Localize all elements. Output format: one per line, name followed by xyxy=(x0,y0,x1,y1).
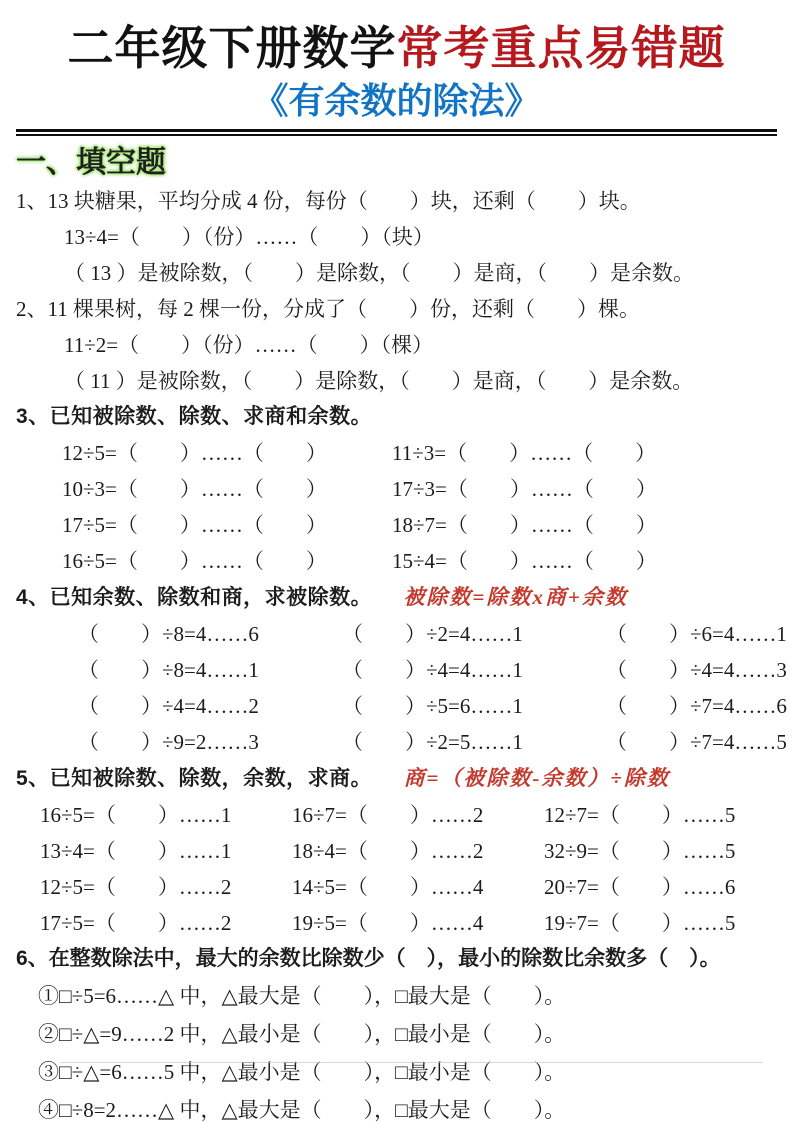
q4-row xyxy=(78,724,793,760)
q3-row xyxy=(62,435,793,471)
equation: 32÷9=（ ）……5 xyxy=(544,839,736,863)
equation: （ ）÷4=4……3 xyxy=(606,658,787,682)
q2-line2: 11÷2=（ ）（份）……（ ）（棵） xyxy=(64,333,434,357)
equation: 16÷7=（ ）……2 xyxy=(292,803,484,827)
equation: （ ）÷2=5……1 xyxy=(342,730,523,754)
question-5 xyxy=(0,760,793,941)
header-divider xyxy=(16,129,777,136)
q5-row xyxy=(40,797,793,833)
equation: 17÷3=（ ）……（ ） xyxy=(392,477,657,501)
equation: 17÷5=（ ）……（ ） xyxy=(62,513,327,537)
q4-header: 4、已知余数、除数和商，求被除数。 xyxy=(16,586,373,609)
q4-header-line xyxy=(16,579,793,616)
q5-row xyxy=(40,833,793,869)
equation: 15÷4=（ ）……（ ） xyxy=(392,549,657,573)
q5-row xyxy=(40,869,793,905)
q4-formula-note: 被除数=除数x商+余数 xyxy=(403,585,628,609)
equation: （ ）÷2=4……1 xyxy=(342,622,523,646)
q6-item-1: ①□÷5=6……△ 中，△最大是（ ），□最大是（ ）。 xyxy=(38,984,566,1008)
question-1 xyxy=(0,183,793,291)
page-title-black: 二年级下册数学 xyxy=(67,23,397,74)
q3-row xyxy=(62,471,793,507)
equation: 18÷7=（ ）……（ ） xyxy=(392,513,657,537)
equation: （ ）÷8=4……1 xyxy=(78,658,259,682)
q3-row xyxy=(62,507,793,543)
equation: 18÷4=（ ）……2 xyxy=(292,839,484,863)
equation: 12÷5=（ ）……（ ） xyxy=(62,441,327,465)
question-6 xyxy=(0,941,793,1122)
q4-row xyxy=(78,652,793,688)
q6-header: 6、在整数除法中，最大的余数比除数少（ ），最小的除数比余数多（ ）。 xyxy=(16,947,721,970)
section-heading: 一、填空题 xyxy=(16,146,166,179)
q5-header-line xyxy=(16,760,793,797)
equation: （ ）÷7=4……5 xyxy=(606,730,787,754)
equation: （ ）÷4=4……2 xyxy=(78,694,259,718)
equation: 16÷5=（ ）……1 xyxy=(40,803,232,827)
equation: （ ）÷7=4……6 xyxy=(606,694,787,718)
equation: 20÷7=（ ）……6 xyxy=(544,875,736,899)
equation: 12÷5=（ ）……2 xyxy=(40,875,232,899)
equation: 12÷7=（ ）……5 xyxy=(544,803,736,827)
equation: 16÷5=（ ）……（ ） xyxy=(62,549,327,573)
q1-line3: （ 13 ）是被除数，（ ）是除数，（ ）是商，（ ）是余数。 xyxy=(64,261,694,285)
equation: 13÷4=（ ）……1 xyxy=(40,839,232,863)
page-title-red: 常考重点易错题 xyxy=(396,23,726,74)
q4-row xyxy=(78,688,793,724)
equation: 17÷5=（ ）……2 xyxy=(40,911,232,935)
q6-item-2: ②□÷△=9……2 中，△最小是（ ），□最小是（ ）。 xyxy=(38,1022,566,1046)
q5-header: 5、已知被除数、除数，余数，求商。 xyxy=(16,767,373,790)
equation: 11÷3=（ ）……（ ） xyxy=(392,441,657,465)
equation: （ ）÷5=6……1 xyxy=(342,694,523,718)
q3-header: 3、已知被除数、除数、求商和余数。 xyxy=(16,405,373,428)
q6-item-3: ③□÷△=6……5 中，△最小是（ ），□最小是（ ）。 xyxy=(38,1060,566,1084)
page-subtitle: 《有余数的除法》 xyxy=(252,81,541,121)
question-4 xyxy=(0,579,793,760)
q5-formula-note: 商=（被除数-余数）÷除数 xyxy=(403,766,670,790)
q1-line1: 1、13 块糖果，平均分成 4 份，每份（ ）块，还剩（ ）块。 xyxy=(16,189,641,213)
q4-row xyxy=(78,616,793,652)
equation: 14÷5=（ ）……4 xyxy=(292,875,484,899)
q2-line3: （ 11 ）是被除数，（ ）是除数，（ ）是商，（ ）是余数。 xyxy=(64,369,694,393)
page-title xyxy=(0,20,793,78)
equation: （ ）÷8=4……6 xyxy=(78,622,259,646)
equation: 19÷7=（ ）……5 xyxy=(544,911,736,935)
equation: （ ）÷6=4……1 xyxy=(606,622,787,646)
q6-item-4: ④□÷8=2……△ 中，△最大是（ ），□最大是（ ）。 xyxy=(38,1098,566,1122)
equation: 19÷5=（ ）……4 xyxy=(292,911,484,935)
q1-line2: 13÷4=（ ）（份）……（ ）（块） xyxy=(64,225,434,249)
q2-line1: 2、11 棵果树，每 2 棵一份，分成了（ ）份，还剩（ ）棵。 xyxy=(16,297,640,321)
equation: 10÷3=（ ）……（ ） xyxy=(62,477,327,501)
bottom-faint-divider xyxy=(60,1062,763,1063)
equation: （ ）÷9=2……3 xyxy=(78,730,259,754)
q3-row xyxy=(62,543,793,579)
equation: （ ）÷4=4……1 xyxy=(342,658,523,682)
question-2 xyxy=(0,291,793,399)
q5-row xyxy=(40,905,793,941)
question-3 xyxy=(0,399,793,579)
